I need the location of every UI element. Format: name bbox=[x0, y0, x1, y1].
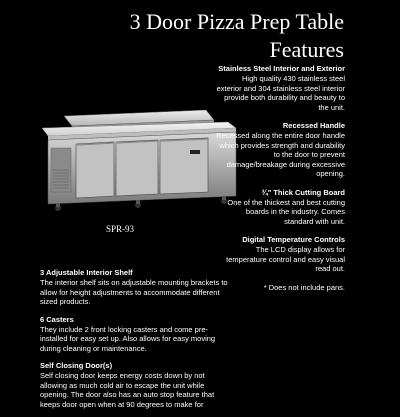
feature-text: High quality 430 stainless steel exterior and 304 stainless steel interior provide both durability and beauty to the unit. bbox=[216, 74, 345, 112]
feature-text: Recessed along the entire door handle which provides strength and durability to the door to prevent damage/breakage during excessive opening. bbox=[216, 131, 345, 178]
footnote: * Does not include pans. bbox=[263, 282, 345, 292]
model-number: SPR-93 bbox=[106, 224, 135, 234]
feature-item bbox=[215, 188, 345, 227]
title-line-1: 3 Door Pizza Prep Table bbox=[129, 9, 344, 34]
feature-item bbox=[40, 361, 230, 409]
feature-item bbox=[215, 235, 345, 274]
prep-table-image bbox=[38, 108, 238, 218]
feature-heading: 6 Casters bbox=[40, 314, 74, 324]
feature-item bbox=[215, 121, 345, 179]
feature-heading: ¾" Thick Cutting Board bbox=[261, 187, 345, 197]
feature-heading: Stainless Steel Interior and Exterior bbox=[218, 64, 345, 73]
feature-item bbox=[215, 64, 345, 112]
title-line-2: Features bbox=[269, 37, 344, 62]
feature-heading: Digital Temperature Controls bbox=[242, 235, 345, 244]
feature-text: The LCD display allows for temperature control and easy visual read out. bbox=[226, 245, 345, 273]
feature-heading: Self Closing Door(s) bbox=[40, 361, 113, 370]
feature-text: One of the thickest and best cutting boards in the industry. Comes standard with unit. bbox=[227, 197, 345, 226]
right-feature-list bbox=[215, 64, 345, 292]
feature-text: Self closing door keeps energy costs down by not allowing as much cold air to escape the unit while opening. The door also has an auto stop feature that keeps door open when at 90 degrees to make for bbox=[40, 371, 215, 409]
feature-heading: Recessed Handle bbox=[282, 121, 345, 130]
feature-item bbox=[40, 315, 230, 354]
page-title bbox=[130, 8, 344, 64]
feature-text: The interior shelf sits on adjustable mounting brackets to allow for height adjustments to accommodate different sized products. bbox=[40, 278, 228, 306]
left-feature-list bbox=[40, 268, 230, 417]
feature-text: They include 2 front locking casters and come pre-installed for easy set up. Also allows for easy moving during cleaning or maintenance. bbox=[40, 324, 216, 353]
feature-item bbox=[40, 268, 230, 307]
feature-heading: 3 Adjustable Interior Shelf bbox=[40, 268, 133, 277]
